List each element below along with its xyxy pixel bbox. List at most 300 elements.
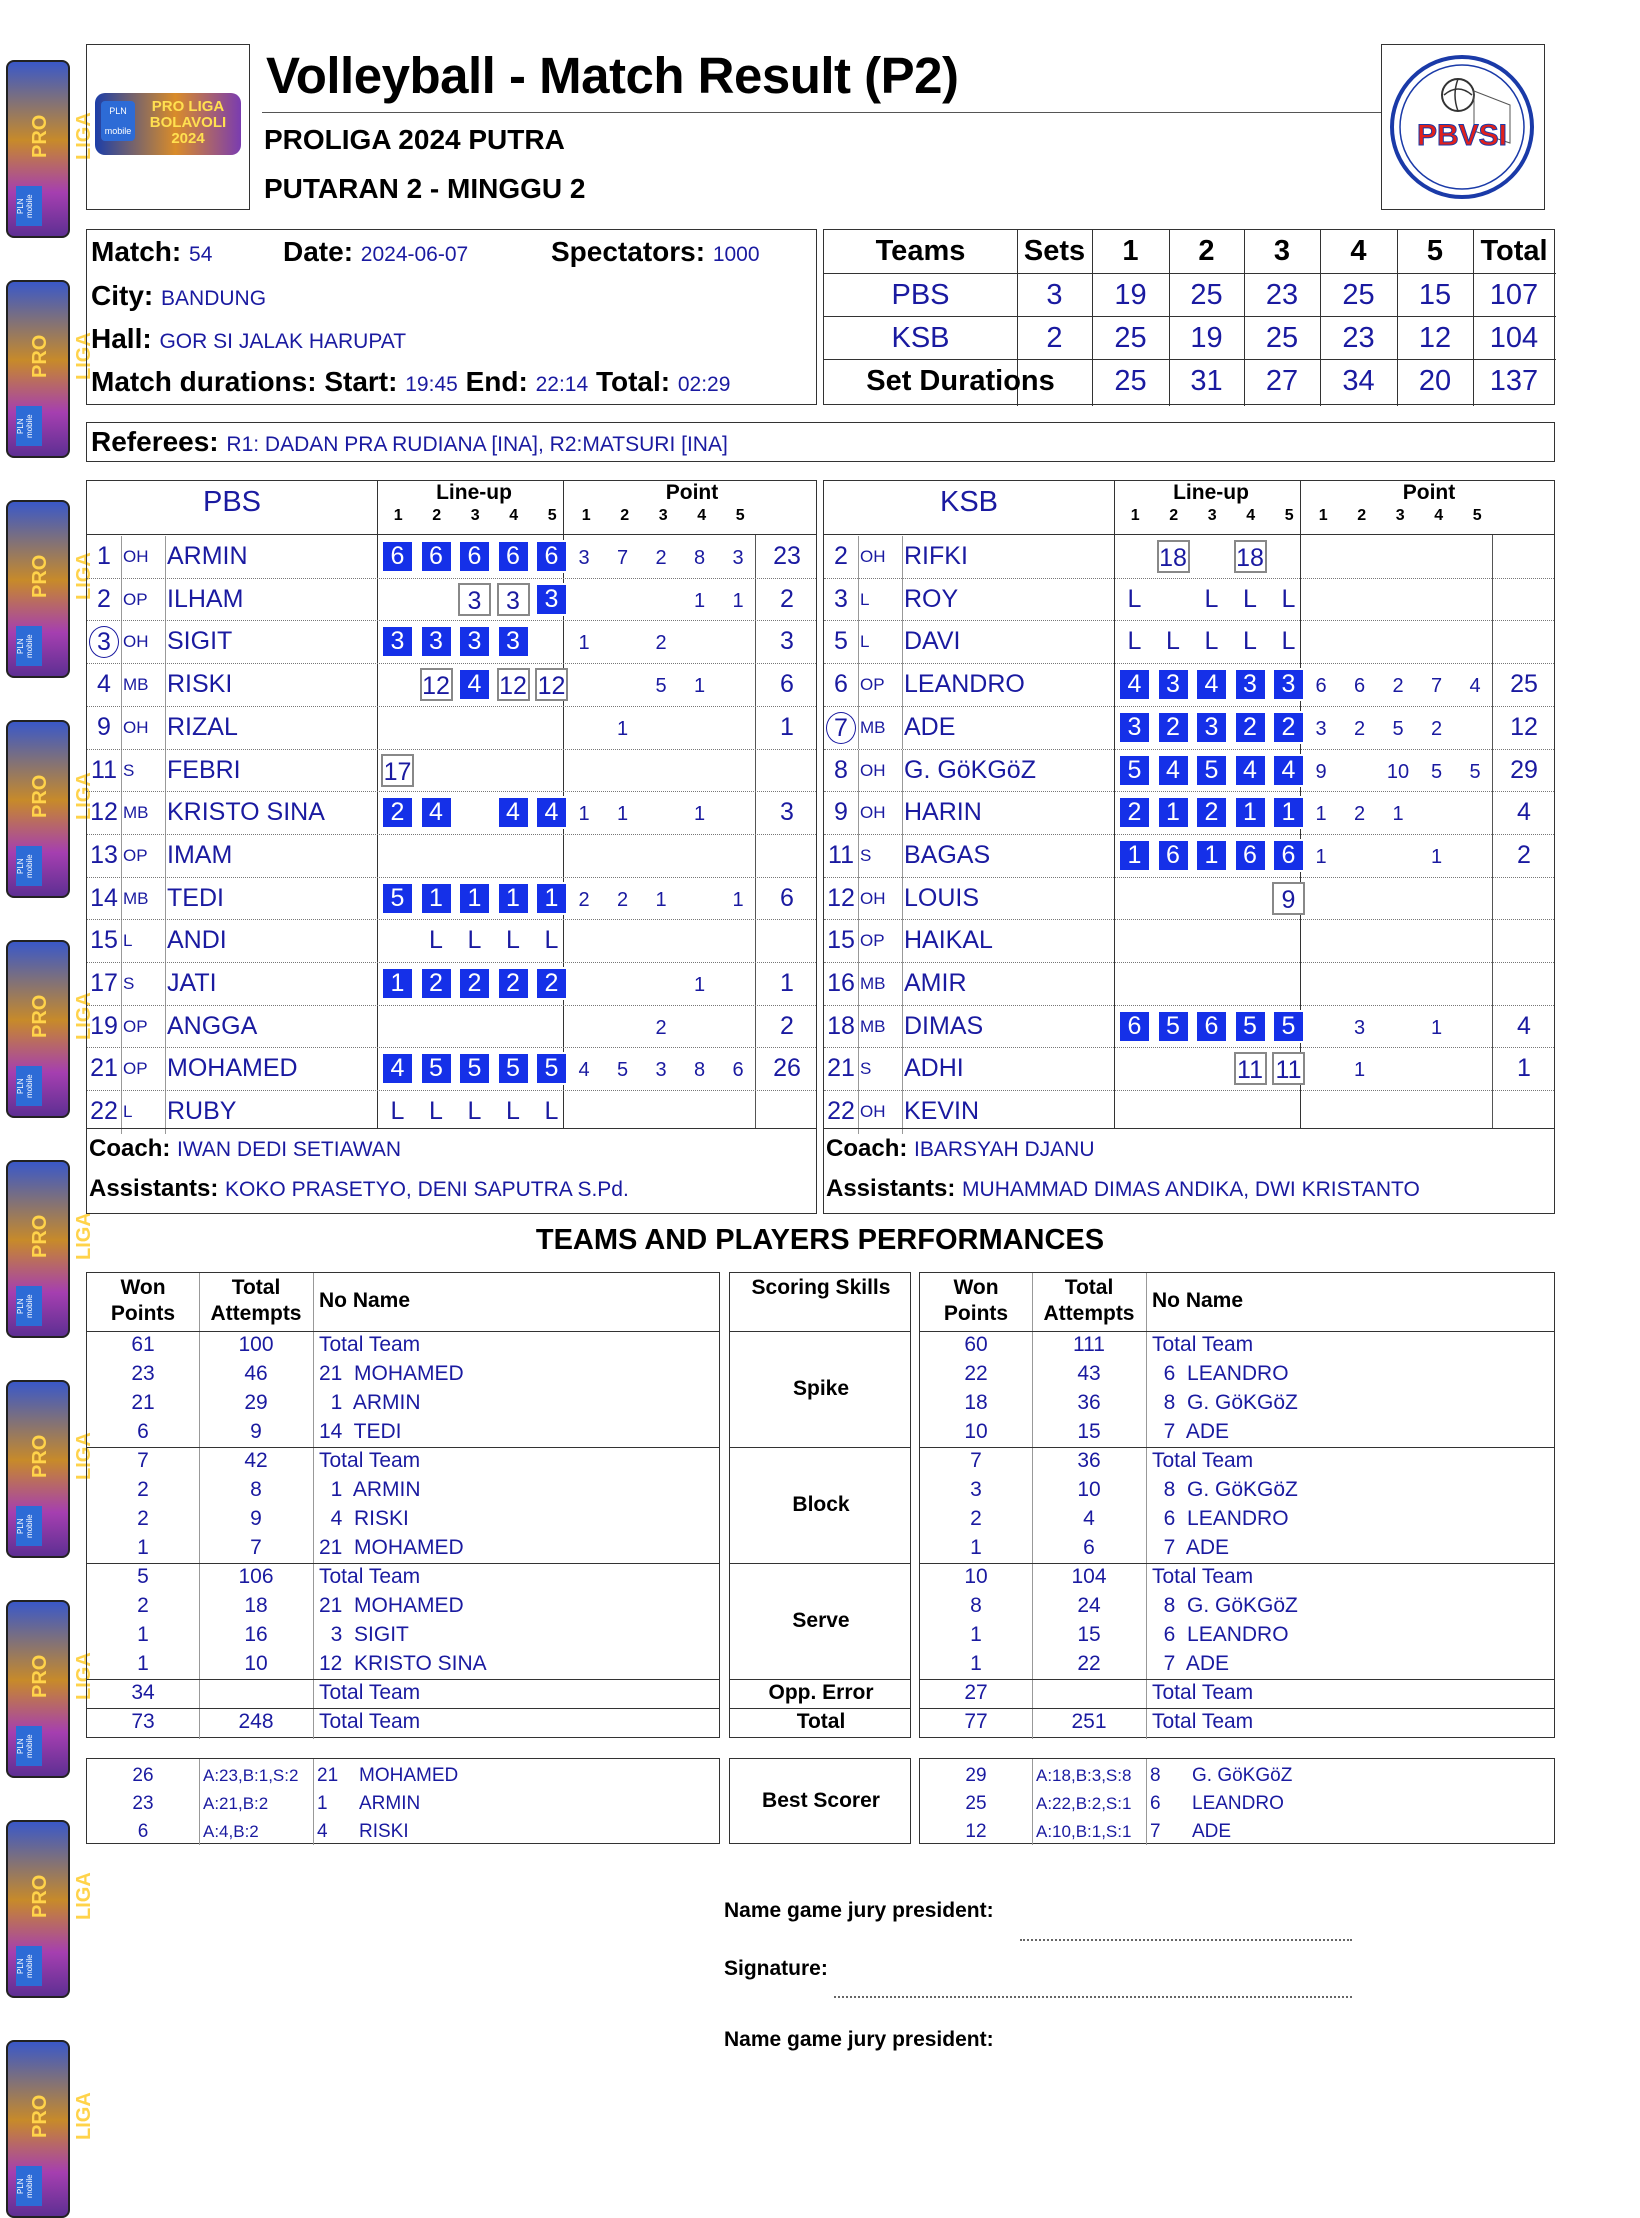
- total-points: 2: [1517, 840, 1531, 869]
- side-logo-pln: PLN mobile: [16, 2166, 42, 2206]
- jury-president-label: Name game jury president:: [724, 1899, 994, 1922]
- point-header: Point: [1402, 481, 1456, 504]
- pos-divider: [121, 1006, 122, 1049]
- won-points: 5: [137, 1565, 149, 1588]
- lineup-cell: 5: [1234, 1010, 1267, 1043]
- lineup-cell: L: [506, 926, 520, 955]
- best-number: 21: [317, 1765, 339, 1786]
- group-rule: [730, 1679, 910, 1680]
- player-or-team: 8 G. GöKGöZ: [1152, 1594, 1298, 1617]
- player-position: L: [860, 632, 870, 652]
- total-points: 4: [1517, 798, 1531, 827]
- lineup-cell: 3: [1118, 711, 1151, 744]
- name-divider: [902, 1006, 903, 1049]
- coach-label: Coach:: [89, 1135, 171, 1162]
- lineup-cell: 2: [458, 967, 491, 1000]
- total-attempts: 248: [238, 1710, 274, 1733]
- won-points: 1: [970, 1623, 982, 1646]
- pos-divider: [121, 621, 122, 664]
- player-or-team: 12 KRISTO SINA: [319, 1652, 487, 1675]
- best-breakdown: A:10,B:1,S:1: [1036, 1822, 1132, 1841]
- set-points: 1: [1392, 803, 1404, 826]
- lineup-cell: 3: [458, 583, 491, 616]
- row-divider: [824, 578, 1554, 579]
- pos-divider: [121, 1048, 122, 1091]
- won-points: 7: [137, 1449, 149, 1472]
- set-points: 3: [1353, 1016, 1366, 1039]
- match-info-box: [86, 229, 817, 405]
- pos-divider: [858, 750, 859, 793]
- player-or-team: 7 ADE: [1152, 1536, 1230, 1559]
- signature-line[interactable]: [834, 1996, 1352, 1998]
- set-duration-cell: 137: [1489, 365, 1539, 397]
- set-points: 7: [616, 547, 629, 569]
- score-cell: PBS: [891, 279, 950, 311]
- row-divider: [87, 877, 816, 878]
- point-set-number: 5: [735, 507, 745, 524]
- set-duration-cell: 27: [1265, 365, 1299, 397]
- lineup-cell: 4: [497, 796, 530, 829]
- player-position: OH: [123, 547, 149, 566]
- total-attempts: 100: [238, 1333, 274, 1356]
- header-rule: [87, 534, 816, 535]
- won-points: 2: [137, 1478, 149, 1501]
- set-duration-cell: 34: [1342, 365, 1375, 397]
- player-number: 15: [827, 926, 855, 955]
- date-label: Date:: [283, 236, 354, 267]
- set-points: 3: [578, 547, 590, 569]
- duration-label: Match durations: Start:: [91, 366, 398, 397]
- won-points: 60: [964, 1333, 988, 1356]
- col-divider: [1032, 1759, 1033, 1845]
- total-label: Total:: [595, 366, 671, 397]
- spectators-line: [551, 236, 760, 268]
- won-points: 1: [970, 1536, 982, 1559]
- lineup-cell: 3: [1195, 711, 1228, 744]
- player-or-team: 21 MOHAMED: [319, 1362, 464, 1385]
- row-divider: [824, 620, 1554, 621]
- side-logo-pln: PLN mobile: [16, 1286, 42, 1326]
- player-number: 22: [827, 1097, 855, 1126]
- row-divider: [824, 1005, 1554, 1006]
- lineup-cell: 11: [1234, 1052, 1267, 1085]
- total-attempts: 251: [1071, 1710, 1107, 1733]
- best-points: 29: [965, 1765, 987, 1786]
- player-name: HARIN: [904, 798, 982, 827]
- score-cell: 3: [1046, 279, 1063, 311]
- player-number: 15: [90, 926, 118, 955]
- header-rule: [730, 1331, 910, 1332]
- player-name: SIGIT: [167, 627, 233, 656]
- panel-divider: [755, 534, 756, 1128]
- lineup-cell: L: [429, 1097, 443, 1126]
- pos-divider: [121, 536, 122, 579]
- lineup-cell: 2: [535, 967, 568, 1000]
- won-points: 18: [964, 1391, 988, 1414]
- side-logo-pln: PLN mobile: [16, 1066, 42, 1106]
- set-points: 1: [732, 589, 744, 612]
- name-divider: [902, 878, 903, 921]
- row-divider: [824, 962, 1554, 963]
- jury-president-line[interactable]: [1020, 1939, 1352, 1941]
- player-or-team: Total Team: [319, 1565, 421, 1588]
- total-points: 23: [773, 542, 801, 570]
- pos-divider: [858, 664, 859, 707]
- player-name: IMAM: [167, 840, 233, 869]
- pbvsi-logo: [1382, 45, 1542, 207]
- player-name: DIMAS: [904, 1011, 984, 1040]
- pos-divider: [858, 579, 859, 622]
- name-header: No Name: [1152, 1289, 1244, 1312]
- group-rule: [87, 1447, 719, 1448]
- skill-name: Block: [792, 1493, 850, 1516]
- player-name: RIZAL: [167, 712, 238, 741]
- ksb-performance-table: [919, 1272, 1555, 1738]
- set-points: 10: [1386, 760, 1410, 783]
- player-or-team: 8 G. GöKGöZ: [1152, 1391, 1298, 1414]
- lineup-cell: 2: [1272, 711, 1305, 744]
- duration-line: [91, 366, 730, 398]
- total-points: 29: [1510, 755, 1538, 784]
- won-points: 7: [970, 1449, 982, 1472]
- match-label: Match:: [91, 236, 182, 267]
- name-divider: [165, 664, 166, 707]
- total-attempts: 10: [244, 1652, 268, 1675]
- set-points: 6: [732, 1059, 744, 1082]
- name-divider: [902, 1048, 903, 1091]
- player-position: MB: [860, 717, 886, 737]
- pos-divider: [121, 750, 122, 793]
- lineup-set-number: 5: [1284, 507, 1294, 524]
- performances-section: [86, 1272, 1555, 1742]
- best-number: 6: [1150, 1793, 1161, 1814]
- player-position: L: [123, 931, 133, 951]
- name-divider: [165, 707, 166, 750]
- score-header-cell: Total: [1480, 235, 1548, 267]
- lineup-cell: 5: [458, 1052, 491, 1085]
- lineup-cell: 3: [420, 625, 453, 658]
- lineup-set-number: 1: [1130, 507, 1140, 524]
- side-proliga-logo: [6, 940, 95, 1118]
- best-name: RISKI: [359, 1821, 409, 1842]
- side-logo-pln: PLN mobile: [16, 1506, 42, 1546]
- lineup-cell: 1: [1157, 796, 1190, 829]
- name-divider: [165, 621, 166, 664]
- name-divider: [165, 878, 166, 921]
- side-logo-pln: PLN mobile: [16, 406, 42, 446]
- col-divider: [313, 1273, 314, 1739]
- lineup-cell: 2: [381, 796, 414, 829]
- pos-divider: [858, 536, 859, 579]
- group-rule: [730, 1708, 910, 1709]
- group-rule: [87, 1708, 719, 1709]
- best-points: 23: [132, 1793, 154, 1814]
- lineup-cell: 12: [420, 668, 453, 701]
- pos-divider: [121, 664, 122, 707]
- name-divider: [902, 792, 903, 835]
- group-rule: [87, 1679, 719, 1680]
- referees-value: R1: DADAN PRA RUDIANA [INA], R2:MATSURI [INA]: [226, 433, 728, 456]
- set-points: 2: [1392, 675, 1404, 698]
- side-proliga-logo: [6, 1380, 95, 1558]
- lineup-cell: 5: [1272, 1010, 1305, 1043]
- name-divider: [165, 536, 166, 579]
- lineup-cell: L: [544, 1097, 559, 1126]
- lineup-cell: 6: [1157, 839, 1190, 872]
- player-name: LOUIS: [904, 883, 980, 912]
- won-points: 2: [137, 1507, 149, 1530]
- coach-line: [826, 1135, 1095, 1163]
- player-name: ILHAM: [167, 584, 244, 613]
- pos-divider: [858, 878, 859, 921]
- set-points: 3: [732, 547, 744, 569]
- total-attempts: 42: [244, 1449, 268, 1472]
- total-attempts: 10: [1077, 1478, 1101, 1501]
- set-points: 4: [1469, 675, 1481, 698]
- player-or-team: Total Team: [1152, 1710, 1254, 1733]
- city-line: [91, 280, 266, 312]
- score-header-cell: Teams: [875, 235, 966, 267]
- total-attempts: 9: [250, 1420, 262, 1443]
- player-number: 7: [826, 712, 856, 744]
- player-number: 12: [827, 883, 855, 912]
- lineup-cell: 6: [458, 540, 491, 573]
- lineup-header: Line-up: [1173, 481, 1249, 504]
- assistants-names: KOKO PRASETYO, DENI SAPUTRA S.Pd.: [225, 1178, 629, 1201]
- pos-divider: [121, 963, 122, 1006]
- set-points: 2: [578, 888, 590, 911]
- score-cell: 19: [1190, 322, 1223, 354]
- row-divider: [87, 706, 816, 707]
- best-points: 25: [965, 1793, 987, 1814]
- lineup-set-number: 3: [470, 507, 480, 524]
- player-name: ANDI: [167, 926, 227, 955]
- lineup-set-number: 2: [432, 507, 442, 524]
- point-set-number: 1: [1318, 507, 1328, 524]
- name-divider: [165, 1048, 166, 1091]
- lineup-cell: 2: [497, 967, 530, 1000]
- player-name: ROY: [904, 584, 959, 613]
- player-position: S: [860, 845, 872, 865]
- row-divider: [824, 919, 1554, 920]
- set-points: 1: [732, 888, 744, 911]
- lineup-cell: L: [1166, 627, 1180, 656]
- lineup-cell: 5: [381, 882, 414, 915]
- set-points: 1: [578, 803, 590, 826]
- pbvsi-logo-text: PBVSI: [1416, 119, 1508, 152]
- set-points: 5: [1430, 760, 1443, 783]
- lineup-cell: L: [1204, 584, 1219, 613]
- row-divider: [824, 749, 1554, 750]
- player-number: 3: [834, 584, 848, 613]
- lineup-cell: 4: [381, 1052, 414, 1085]
- side-logo-text: PRO LIGA: [29, 1652, 95, 1700]
- player-or-team: 7 ADE: [1152, 1420, 1230, 1443]
- coach-label: Coach:: [826, 1135, 908, 1162]
- player-position: OP: [860, 931, 885, 951]
- best-breakdown: A:23,B:1,S:2: [203, 1766, 299, 1785]
- total-attempts: 43: [1077, 1362, 1101, 1385]
- coach-rule: [87, 1128, 816, 1129]
- player-number: 3: [89, 626, 119, 658]
- player-number: 11: [828, 840, 854, 869]
- player-or-team: 21 MOHAMED: [319, 1536, 464, 1559]
- lineup-cell: L: [1204, 627, 1219, 656]
- player-name: ANGGA: [167, 1011, 258, 1040]
- set-points: 1: [616, 717, 629, 740]
- pos-divider: [121, 920, 122, 963]
- date-value: 2024-06-07: [360, 243, 469, 266]
- name-divider: [165, 963, 166, 1006]
- player-position: OH: [860, 888, 886, 908]
- side-proliga-logo: [6, 60, 95, 238]
- point-set-number: 3: [1395, 507, 1405, 524]
- jury-president-label-next: Name game jury president:: [724, 2028, 994, 2051]
- pos-divider: [858, 707, 859, 750]
- name-divider: [165, 579, 166, 622]
- lineup-cell: 6: [497, 540, 530, 573]
- total-attempts: 36: [1077, 1391, 1101, 1414]
- point-set-number: 4: [697, 507, 707, 524]
- total-attempts: 36: [1077, 1449, 1101, 1472]
- start-time: 19:45: [405, 373, 458, 396]
- lineup-cell: 6: [535, 540, 568, 573]
- player-number: 16: [827, 969, 855, 997]
- col-divider: [199, 1759, 200, 1845]
- player-name: LEANDRO: [904, 670, 1025, 699]
- total-attempts: 6: [1083, 1536, 1095, 1559]
- lineup-cell: L: [1243, 584, 1257, 613]
- point-set-number: 3: [658, 507, 668, 524]
- pos-divider: [858, 1048, 859, 1091]
- title-rule: [262, 112, 1382, 113]
- coach-rule: [824, 1128, 1554, 1129]
- assistants-line: [89, 1175, 629, 1203]
- end-time: 22:14: [535, 373, 589, 396]
- player-or-team: 1 ARMIN: [319, 1478, 421, 1501]
- lineup-cell: L: [1281, 584, 1296, 613]
- won-points: 2: [137, 1594, 149, 1617]
- lineup-cell: 5: [497, 1052, 530, 1085]
- total-points: 3: [780, 627, 794, 656]
- side-logo-pln: PLN mobile: [16, 1946, 42, 1986]
- league-name: PROLIGA 2024 PUTRA: [264, 124, 565, 155]
- row-divider: [87, 578, 816, 579]
- lineup-cell: 3: [535, 583, 568, 616]
- player-name: RISKI: [167, 670, 233, 699]
- row-divider: [87, 620, 816, 621]
- referees-label: Referees:: [91, 426, 219, 457]
- lineup-cell: 1: [381, 967, 414, 1000]
- lineup-cell: 18: [1157, 540, 1190, 573]
- lineup-cell: 11: [1272, 1052, 1305, 1085]
- player-position: OP: [123, 1016, 148, 1036]
- scoring-skills-column: [729, 1272, 911, 1738]
- player-number: 21: [90, 1054, 118, 1083]
- player-position: MB: [123, 675, 149, 695]
- player-position: OH: [860, 760, 886, 780]
- total-points: 25: [1510, 670, 1538, 699]
- total-attempts-header: Total Attempts: [1043, 1276, 1135, 1325]
- lineup-cell: 3: [381, 625, 414, 658]
- score-header-cell: 5: [1426, 235, 1444, 267]
- total-attempts: 22: [1077, 1652, 1101, 1675]
- score-row-divider: [824, 359, 1556, 360]
- player-number: 18: [827, 1011, 855, 1040]
- player-position: OH: [860, 803, 886, 823]
- lineup-cell: 3: [497, 583, 530, 616]
- total-points: 2: [780, 584, 794, 613]
- player-name: RIFKI: [904, 542, 968, 570]
- name-divider: [902, 664, 903, 707]
- side-proliga-logo: [6, 1600, 95, 1778]
- score-cell: 107: [1489, 279, 1539, 311]
- name-divider: [165, 1006, 166, 1049]
- lineup-cell: L: [1281, 627, 1296, 656]
- hall-line: [91, 323, 406, 355]
- lineup-cell: 6: [1234, 839, 1267, 872]
- best-breakdown: A:21,B:2: [203, 1794, 269, 1813]
- total-attempts: 7: [250, 1536, 262, 1559]
- name-divider: [165, 750, 166, 793]
- proliga-logo: [95, 93, 241, 155]
- player-name: TEDI: [167, 883, 224, 912]
- player-name: MOHAMED: [167, 1054, 298, 1083]
- date-line: [283, 236, 468, 268]
- side-logo-text: PRO LIGA: [29, 112, 95, 160]
- point-set-number: 2: [1357, 507, 1367, 524]
- score-cell: 12: [1418, 322, 1452, 354]
- team-name: KSB: [939, 486, 999, 518]
- skill-name: Opp. Error: [768, 1681, 874, 1704]
- lineup-cell: 3: [1234, 668, 1267, 701]
- player-name: BAGAS: [904, 840, 991, 869]
- score-row-divider: [824, 316, 1556, 317]
- point-set-number: 4: [1434, 507, 1444, 524]
- score-header-cell: Sets: [1023, 235, 1086, 267]
- lineup-cell: 6: [1118, 1010, 1151, 1043]
- lineup-cell: 4: [1234, 754, 1267, 787]
- referees-box: [86, 422, 1555, 462]
- total-attempts: 8: [250, 1478, 262, 1501]
- player-or-team: 6 LEANDRO: [1152, 1507, 1289, 1530]
- side-logo-text: PRO LIGA: [29, 2092, 95, 2140]
- lineup-cell: 1: [1195, 839, 1228, 872]
- set-duration-cell: 25: [1114, 365, 1147, 397]
- player-or-team: 1 ARMIN: [319, 1391, 421, 1414]
- best-name: ADE: [1192, 1821, 1232, 1842]
- player-name: G. GöKGöZ: [904, 755, 1036, 784]
- name-divider: [165, 835, 166, 878]
- lineup-cell: 1: [1234, 796, 1267, 829]
- lineup-cell: L: [1243, 627, 1257, 656]
- set-points: 1: [693, 803, 706, 826]
- player-or-team: Total Team: [319, 1710, 421, 1733]
- won-points: 23: [131, 1362, 155, 1385]
- won-points: 22: [964, 1362, 988, 1385]
- pos-divider: [858, 792, 859, 835]
- name-divider: [902, 579, 903, 622]
- total-attempts: 16: [244, 1623, 268, 1646]
- total-points: 3: [780, 798, 794, 827]
- pos-divider: [858, 1006, 859, 1049]
- won-points: 10: [964, 1565, 988, 1588]
- row-divider: [87, 1090, 816, 1091]
- lineup-cell: L: [467, 1097, 482, 1126]
- best-scorer-label: Best Scorer: [762, 1789, 880, 1812]
- set-points: 2: [1430, 717, 1443, 740]
- player-number: 21: [827, 1054, 855, 1083]
